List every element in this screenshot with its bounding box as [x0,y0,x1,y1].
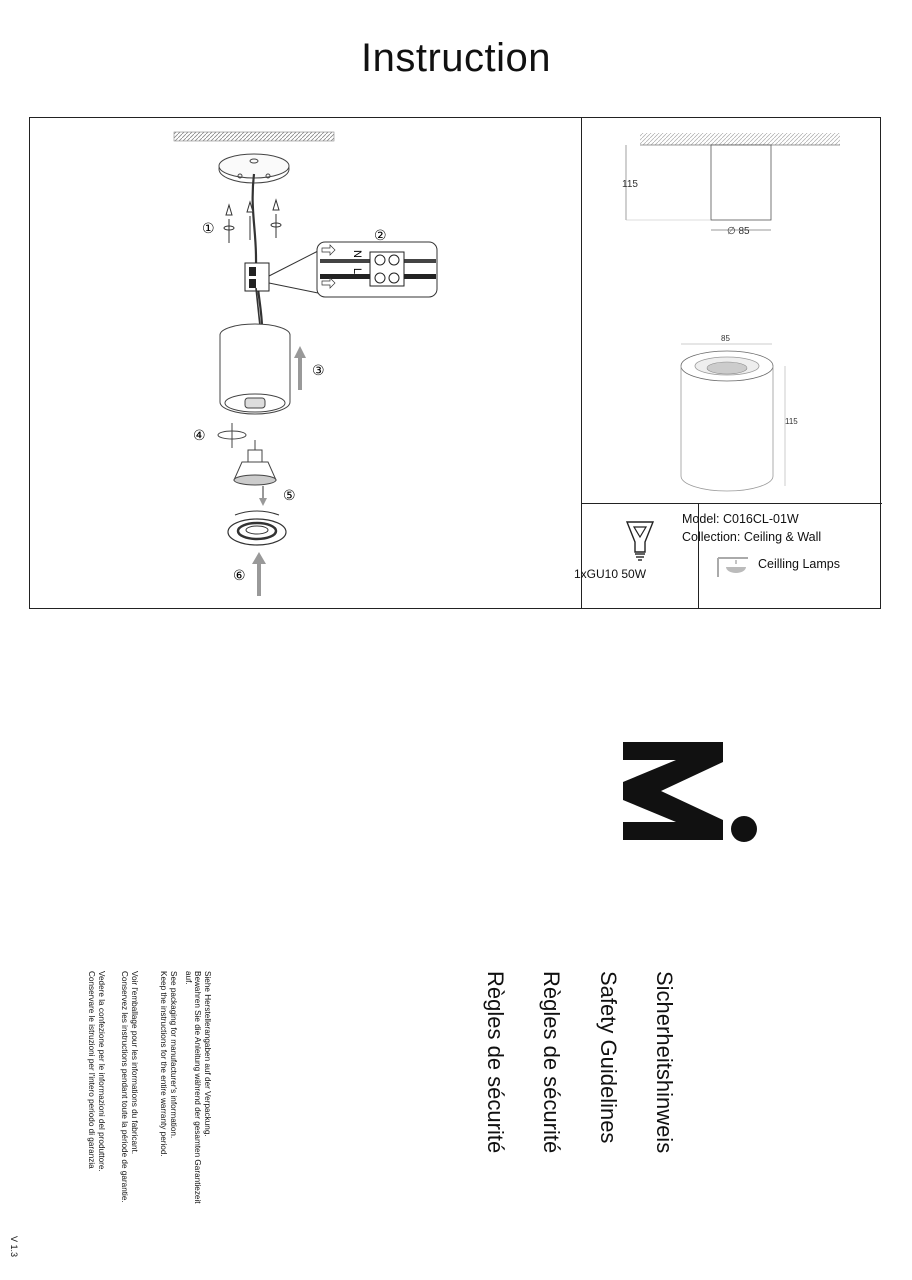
step-3-arrow [294,346,306,390]
trim-ring [228,511,286,545]
safety-line: Keep the instructions for the entire warranty period. [159,971,169,1157]
step-4-marker: ④ [193,428,206,444]
safety-heading-fr-2: Règles de sécurité [483,971,508,1154]
dim-diameter-top: ∅ 85 [727,226,750,237]
step-2-marker: ② [374,228,387,244]
version-label: V 1.3 [9,1236,19,1258]
model-number: Model: C016CL-01W [682,512,799,526]
safety-line: Bewahren Sie die Anleitung während der gesamten Garantiezeit [193,971,203,1204]
step-6-marker: ⑥ [233,568,246,584]
step-5-marker: ⑤ [283,488,296,504]
page-title: Instruction [360,36,552,80]
dimension-drawing [582,118,880,503]
wiring-inset [317,242,437,297]
safety-text-fr [120,971,139,1203]
bulb-spec: 1xGU10 50W [573,567,647,581]
safety-line: See packaging for manufacturer's information. [169,971,178,1139]
iso-view-body [681,351,773,491]
safety-line: Conservare le istruzioni per l'intero periodo di garanzia [87,971,97,1169]
step-5-arrow [259,486,267,506]
bulb-icon [620,514,660,564]
step-1-marker: ① [202,221,215,237]
safety-text-it [87,971,106,1172]
step-6-arrow [252,552,266,596]
dim-height-bottom: 115 [785,417,798,426]
side-view-body [711,145,771,220]
brand-logo [623,742,759,842]
divider [581,503,882,504]
dim-width-bottom: 85 [721,334,730,343]
dim-height-top: 115 [622,179,638,190]
safety-line: auf. [184,971,193,985]
gu10-bulb [234,440,276,485]
ceiling-lamp-icon [716,555,750,579]
installation-diagram [30,118,580,608]
safety-line: Voir l'emballage pour les informations du fabricant. [130,971,139,1155]
safety-text-en [159,971,178,1157]
ceiling-hatch [174,132,334,141]
safety-line: Conservez les instructions pendant toute la période de garantie. [120,971,130,1203]
safety-heading-en: Safety Guidelines [596,971,621,1144]
category-label: Ceilling Lamps [758,557,840,571]
collection-name: Collection: Ceiling & Wall [682,530,822,544]
safety-line: Vedere la confezione per le informazioni del produttore. [97,971,106,1172]
safety-line: Siehe Herstellerangaben auf der Verpackung. [203,971,212,1137]
twist-arrow [218,423,246,448]
safety-text-de [184,971,213,1204]
ceiling-hatch [640,133,840,145]
safety-heading-de: Sicherheitshinweis [652,971,677,1154]
wire-label-l: L [351,268,363,275]
wire-label-n: N [351,250,363,258]
lamp-body [220,288,290,414]
safety-heading-fr: Règles de sécurité [539,971,564,1154]
step-3-marker: ③ [312,363,325,379]
